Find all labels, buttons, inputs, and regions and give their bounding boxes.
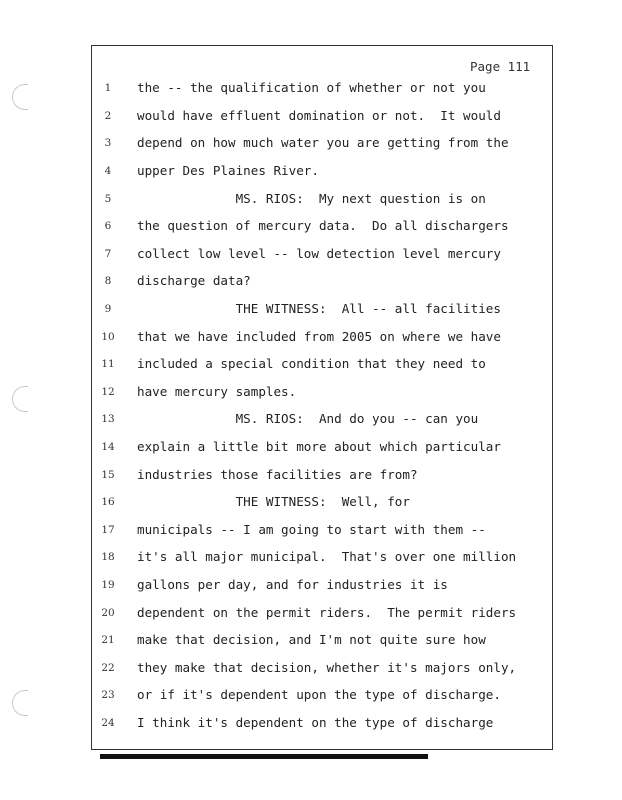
line-number: 12 [101, 386, 115, 398]
line-number: 16 [101, 496, 115, 508]
transcript-line: make that decision, and I'm not quite sure how [137, 632, 486, 647]
transcript-line: they make that decision, whether it's majors only, [137, 660, 517, 675]
transcript-line: the -- the qualification of whether or not you [137, 80, 486, 95]
transcript-line: depend on how much water you are getting from the [137, 135, 509, 150]
punch-hole-top [12, 84, 28, 110]
line-number: 1 [104, 82, 112, 94]
line-number: 13 [101, 413, 115, 425]
line-number: 3 [104, 137, 112, 149]
line-number: 5 [104, 193, 112, 205]
transcript-line: I think it's dependent on the type of discharge [137, 715, 494, 730]
transcript-line: industries those facilities are from? [137, 467, 418, 482]
line-number: 14 [101, 441, 115, 453]
transcript-line: upper Des Plaines River. [137, 163, 319, 178]
transcript-line: gallons per day, and for industries it is [137, 577, 448, 592]
transcript-line: THE WITNESS: Well, for [137, 494, 410, 509]
line-number: 24 [101, 717, 115, 729]
transcript-line: discharge data? [137, 273, 251, 288]
line-number: 21 [101, 634, 115, 646]
transcript-line: have mercury samples. [137, 384, 297, 399]
transcript-line: municipals -- I am going to start with them -- [137, 522, 486, 537]
line-number: 9 [104, 303, 112, 315]
punch-hole-middle [12, 386, 28, 412]
page-number: Page 111 [470, 59, 531, 74]
page-bottom-shadow [100, 754, 428, 759]
punch-hole-bottom [12, 690, 28, 716]
line-number: 4 [104, 165, 112, 177]
line-number: 17 [101, 524, 115, 536]
line-number: 15 [101, 469, 115, 481]
line-number: 8 [104, 275, 112, 287]
line-number: 19 [101, 579, 115, 591]
transcript-line: that we have included from 2005 on where we have [137, 329, 501, 344]
transcript-line: THE WITNESS: All -- all facilities [137, 301, 501, 316]
transcript-line: or if it's dependent upon the type of discharge. [137, 687, 501, 702]
line-number: 18 [101, 551, 115, 563]
transcript-line: explain a little bit more about which particular [137, 439, 501, 454]
transcript-line: MS. RIOS: My next question is on [137, 191, 486, 206]
line-number: 23 [101, 689, 115, 701]
line-number: 22 [101, 662, 115, 674]
transcript-line: MS. RIOS: And do you -- can you [137, 411, 479, 426]
line-number: 10 [101, 331, 115, 343]
line-number: 20 [101, 607, 115, 619]
line-number: 2 [104, 110, 112, 122]
transcript-line: would have effluent domination or not. It would [137, 108, 501, 123]
line-number: 7 [104, 248, 112, 260]
transcript-line: included a special condition that they need to [137, 356, 486, 371]
transcript-line: dependent on the permit riders. The permit riders [137, 605, 517, 620]
line-number: 6 [104, 220, 112, 232]
transcript-line: it's all major municipal. That's over one million [137, 549, 517, 564]
transcript-line: the question of mercury data. Do all dischargers [137, 218, 509, 233]
transcript-line: collect low level -- low detection level mercury [137, 246, 501, 261]
line-number: 11 [101, 358, 115, 370]
